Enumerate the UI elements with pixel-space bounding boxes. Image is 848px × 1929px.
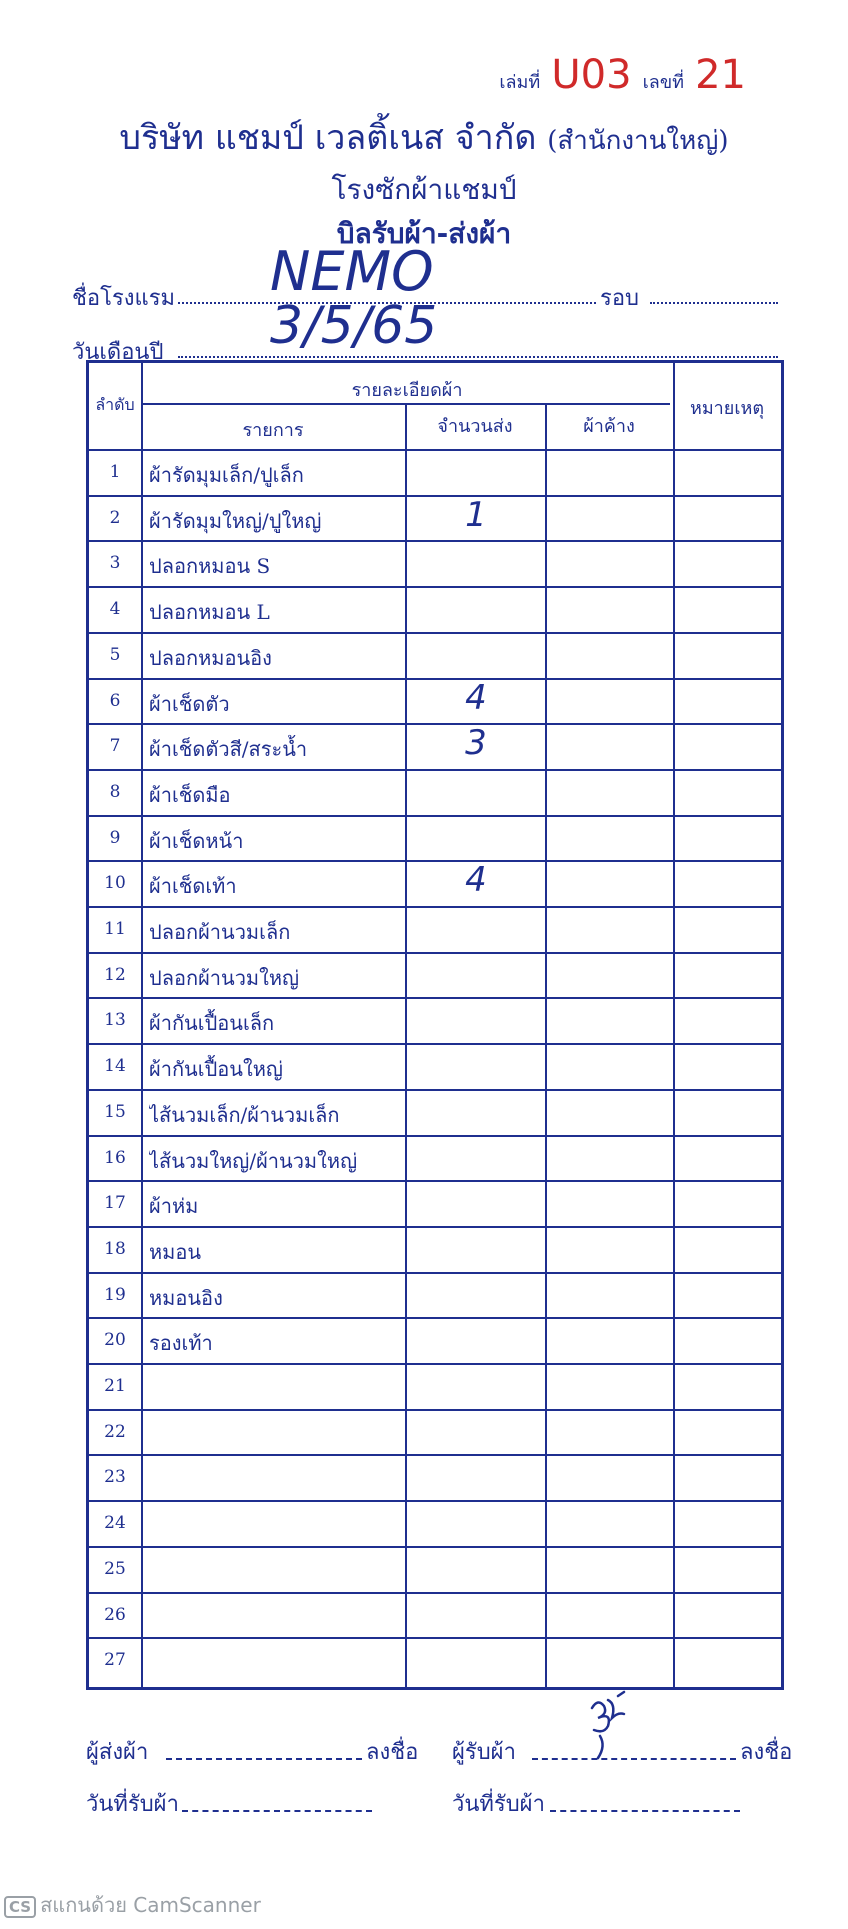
- book-label: เล่มที่: [499, 72, 541, 93]
- row-divider: [89, 1226, 781, 1228]
- row-divider: [89, 1363, 781, 1365]
- row-divider: [89, 1089, 781, 1091]
- row-number: 3: [109, 553, 121, 574]
- row-sent-qty: 4: [465, 677, 487, 718]
- row-item: ผ้าเช็ดตัวสี/สระน้ำ: [149, 737, 308, 762]
- receiver-date-line: [550, 1810, 740, 1812]
- row-item: ปลอกหมอนอิง: [149, 645, 272, 670]
- row-number: 22: [104, 1421, 126, 1442]
- camscanner-watermark: [4, 1889, 261, 1921]
- row-item: ผ้าเช็ดหน้า: [149, 828, 244, 853]
- row-item: ผ้าเช็ดตัว: [149, 691, 230, 716]
- row-divider: [89, 1592, 781, 1594]
- col-item-header: รายการ: [242, 420, 304, 441]
- row-divider: [89, 540, 781, 542]
- row-item: ผ้าห่ม: [149, 1194, 199, 1219]
- row-number: 16: [104, 1147, 126, 1168]
- row-number: 20: [104, 1330, 126, 1351]
- row-item: ปลอกหมอน S: [149, 554, 271, 579]
- camscanner-logo-icon: CS: [4, 1896, 36, 1918]
- company-name: [0, 110, 848, 164]
- row-number: 8: [109, 781, 121, 802]
- row-number: 11: [104, 919, 126, 939]
- row-item: ผ้ากันเปื้อนใหญ่: [149, 1057, 283, 1082]
- plant-name: โรงซักผ้าแชมป์: [331, 173, 517, 206]
- row-divider: [89, 906, 781, 908]
- row-item: ผ้าเช็ดมือ: [149, 782, 231, 807]
- camscanner-text: สแกนด้วย CamScanner: [40, 1893, 261, 1917]
- row-divider: [89, 586, 781, 588]
- row-divider: [89, 449, 781, 451]
- receiver-signature: [578, 1690, 638, 1764]
- row-item: ผ้าเช็ดเท้า: [149, 874, 237, 899]
- row-number: 2: [109, 507, 121, 528]
- round-label: รอบ: [600, 286, 639, 311]
- row-number: 4: [109, 599, 121, 620]
- row-divider: [89, 997, 781, 999]
- row-number: 9: [109, 827, 121, 848]
- row-item: ผ้ารัดมุมเล็ก/ปูเล็ก: [149, 463, 304, 487]
- row-divider: [89, 1180, 781, 1182]
- row-divider: [89, 1546, 781, 1548]
- row-number: 26: [104, 1604, 126, 1625]
- row-divider: [89, 632, 781, 634]
- round-line: [650, 302, 778, 304]
- sender-date-label: วันที่รับผ้า: [86, 1792, 179, 1817]
- receiver-label: ผู้รับผ้า: [452, 1740, 516, 1765]
- sender-label: ผู้ส่งผ้า: [86, 1740, 149, 1765]
- row-divider: [89, 952, 781, 954]
- row-sent-qty: 4: [465, 860, 487, 901]
- row-number: 1: [109, 462, 121, 482]
- number-label: เลขที่: [642, 72, 684, 93]
- col-divider: [673, 363, 675, 1687]
- row-item: ไส้นวมเล็ก/ผ้านวมเล็ก: [149, 1102, 340, 1127]
- row-item: รองเท้า: [149, 1331, 213, 1356]
- row-number: 19: [104, 1284, 126, 1305]
- row-item: หมอน: [149, 1239, 202, 1264]
- row-item: ปลอกผ้านวมใหญ่: [149, 965, 300, 990]
- bill-title: บิลรับผ้า-ส่งผ้า: [336, 217, 512, 250]
- laundry-table: [86, 360, 784, 1690]
- date-line: [178, 356, 778, 358]
- company-branch: (สำนักงานใหญ่): [547, 126, 729, 156]
- row-item: ผ้ากันเปื้อนเล็ก: [149, 1011, 275, 1036]
- sender-line: [166, 1758, 362, 1760]
- receiver-sign-label: ลงชื่อ: [740, 1740, 793, 1765]
- row-number: 5: [109, 644, 121, 665]
- sender-date-line: [182, 1810, 372, 1812]
- row-number: 23: [104, 1467, 126, 1488]
- row-number: 25: [104, 1558, 126, 1579]
- col-sent-header: จำนวนส่ง: [437, 416, 513, 437]
- company-title: บริษัท แชมป์ เวลติ้เนส จำกัด: [119, 118, 537, 158]
- number-value: 21: [695, 52, 746, 98]
- row-number: 12: [104, 964, 126, 985]
- hotel-label: ชื่อโรงแรม: [72, 286, 176, 311]
- row-item: ผ้ารัดมุมใหญ่/ปูใหญ่: [149, 508, 322, 533]
- col-divider: [141, 363, 143, 1687]
- sender-sign-label: ลงชื่อ: [366, 1740, 419, 1765]
- row-divider: [89, 1043, 781, 1045]
- row-number: 21: [104, 1376, 126, 1396]
- col-note-header: หมายเหตุ: [689, 398, 765, 419]
- row-divider: [89, 1500, 781, 1502]
- row-item: ปลอกหมอน L: [149, 600, 270, 625]
- receiver-date-label: วันที่รับผ้า: [452, 1792, 545, 1817]
- row-number: 14: [104, 1056, 126, 1077]
- row-number: 7: [109, 736, 121, 757]
- row-divider: [89, 1454, 781, 1456]
- row-number: 13: [104, 1010, 126, 1031]
- row-number: 18: [104, 1238, 126, 1259]
- row-number: 24: [104, 1513, 126, 1534]
- row-number: 6: [109, 690, 121, 711]
- col-pending-header: ผ้าค้าง: [583, 416, 635, 437]
- row-divider: [89, 815, 781, 817]
- col-no-header: ลำดับ: [95, 395, 135, 414]
- book-number: [499, 52, 752, 98]
- row-number: 17: [104, 1193, 126, 1214]
- row-sent-qty: 3: [465, 723, 487, 764]
- book-value: U03: [551, 52, 632, 98]
- row-item: ปลอกผ้านวมเล็ก: [149, 920, 291, 944]
- hotel-value: NEMO: [270, 240, 434, 303]
- row-item: หมอนอิง: [149, 1285, 223, 1310]
- row-divider: [89, 1637, 781, 1639]
- row-divider: [89, 1317, 781, 1319]
- row-divider: [89, 1272, 781, 1274]
- row-divider: [89, 1135, 781, 1137]
- date-label: วันเดือนปี: [72, 340, 164, 365]
- row-divider: [89, 769, 781, 771]
- detail-group-header: รายละเอียดผ้า: [351, 380, 463, 401]
- row-item: ไส้นวมใหญ่/ผ้านวมใหญ่: [149, 1148, 358, 1173]
- row-divider: [89, 1409, 781, 1411]
- row-sent-qty: 1: [465, 494, 487, 535]
- row-number: 10: [104, 873, 126, 894]
- date-value: 3/5/65: [270, 296, 438, 356]
- row-number: 15: [104, 1101, 126, 1122]
- row-number: 27: [104, 1650, 126, 1671]
